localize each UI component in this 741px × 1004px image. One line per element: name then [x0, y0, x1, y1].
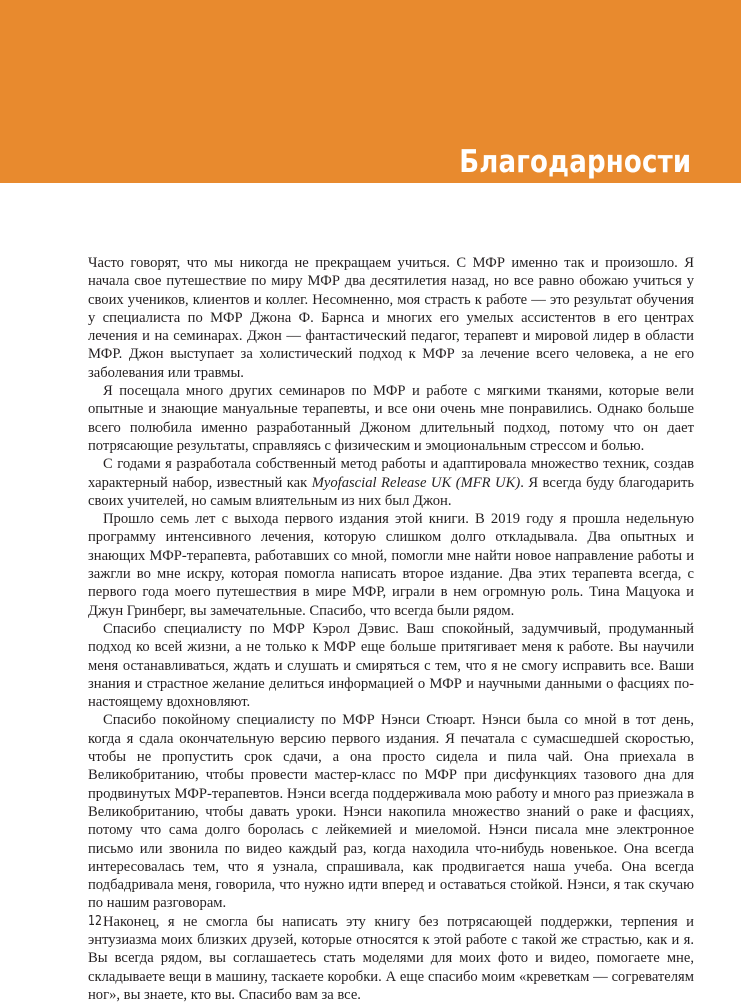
- body-text: [88, 254, 694, 1004]
- book-title: Myofascial Release UK (MFR UK): [311, 474, 521, 491]
- header-band: [0, 0, 741, 183]
- paragraph-6: Спасибо покойному специалисту по МФР Нэнси Стюарт. Нэнси была со мной в тот день, когда я сдала окончательную версию первого издания. Я печатала с сумасшедшей скоростью, чтобы не пропустить срок сдачи, а она просто сидела и пила чай. Она приехала в Великобританию, чтобы провести мастер-класс по МФР при дисфункциях тазового дна для продвинутых МФР-терапевтов. Нэнси всегда поддерживала мою работу и много раз приезжала в Великобританию, чтобы давать уроки. Нэнси накопила множество знаний о раке и фасциях, потому что сама долго боролась с лейкемией и миеломой. Нэнси писала мне электронное письмо или звонила по видео каждый раз, когда находила что-нибудь новенькое. Она всегда интересовалась тем, что я узнала, спрашивала, как продвигается наша учеба. Она всегда подбадривала меня, говорила, что нужно идти вперед и оставаться стойкой. Нэнси, я так скучаю по нашим разговорам.: [88, 712, 694, 912]
- paragraph-4: Прошло семь лет с выхода первого издания этой книги. В 2019 году я прошла недельную программу интенсивного лечения, которую слишком долго откладывала. Два опытных и знающих МФР-терапевта, работавших со мной, помогли мне найти новое направление работы и зажгли во мне искру, которая помогла написать второе издание. Два этих терапевта всегда, с первого года моего путешествия в мире МФР, играли в нем огромную роль. Тина Мацуока и Джун Гринберг, вы замечательные. Спасибо, что всегда были рядом.: [88, 511, 694, 619]
- paragraph-3-after: . Я всегда буду благодарить своих учителей, но самым влиятельным из них был Джон.: [88, 474, 694, 509]
- paragraph-2: Я посещала много других семинаров по МФР и работе с мягкими тканями, которые вели опытные и знающие мануальные терапевты, и все они очень мне понравились. Однако больше всего полюбила именно разработанный Джоном длительный подход, потому что он дает потрясающие результаты, справляясь с физическим и эмоциональным стрессом и болью.: [88, 383, 694, 454]
- paragraph-5: Спасибо специалисту по МФР Кэрол Дэвис. Ваш спокойный, задумчивый, продуманный подход ко всей жизни, а не только к МФР еще больше притягивает меня к работе. Вы научили меня останавливаться, ждать и слушать и смиряться с тем, что я не смогу исправить все. Ваши знания и страстное желание делиться информацией о МФР и научными данными о фасциях по-настоящему вдохновляют.: [88, 620, 694, 711]
- paragraph-3-before: С годами я разработала собственный метод работы и адаптировала множество техник, создав характерный набор, известный как: [88, 456, 694, 491]
- paragraph-3: [88, 455, 694, 510]
- paragraph-7: Наконец, я не смогла бы написать эту книгу без потрясающей поддержки, терпения и энтузиазма моих близких друзей, которые относятся к этой работе с такой же страстью, как и я. Вы всегда рядом, вы соглашаетесь стать моделями для моих фото и видео, помогаете мне, складываете вещи в машину, таскаете коробки. А еще спасибо моим «креветкам — согревателям ног», вы знаете, кто вы. Спасибо вам за все.: [88, 913, 694, 1003]
- page-number: 12: [88, 914, 103, 929]
- paragraph-1: Часто говорят, что мы никогда не прекращаем учиться. С МФР именно так и произошло. Я начала свое путешествие по миру МФР два десятилетия назад, но все равно обожаю учиться у своих учеников, клиентов и коллег. Несомненно, моя страсть к работе — это результат обучения у специалиста по МФР Джона Ф. Барнса и многих его умелых ассистентов в его центрах лечения и на семинарах. Джон — фантастический педагог, терапевт и мировой лидер в области МФР. Джон выступает за холистический подход к МФР за лечение всего человека, а не его заболевания или травмы.: [88, 255, 694, 381]
- page-title: Благодарности: [458, 144, 691, 180]
